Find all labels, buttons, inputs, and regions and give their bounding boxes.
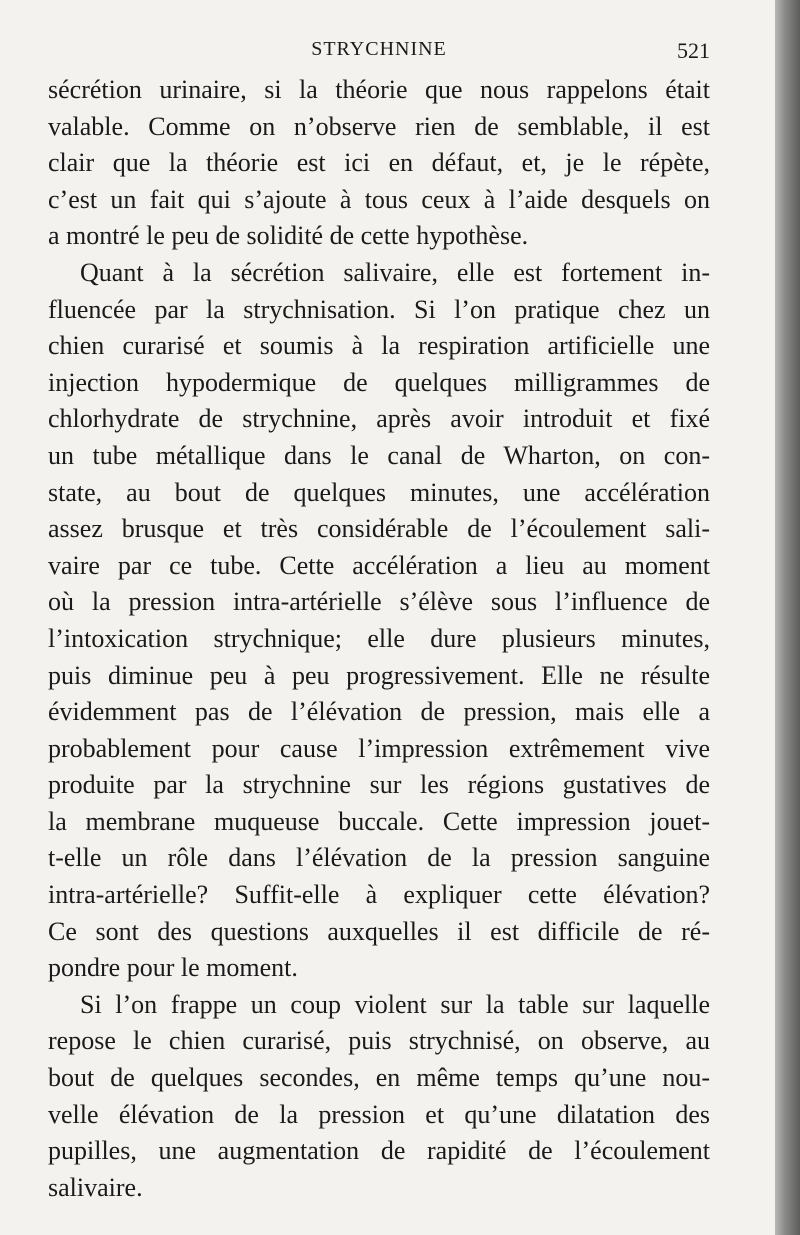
text-line: salivaire. [48,1172,143,1202]
text-line: clair que la théorie est ici en défaut, et, je le répète, [48,148,710,178]
text-line: chlorhydrate de strychnine, après avoir introduit et fixé [48,404,710,434]
paragraph-2 [48,255,710,987]
paragraph-1 [48,72,710,255]
text-line: pupilles, une augmentation de rapidité de l’écoulement [48,1136,710,1166]
text-line: la membrane muqueuse buccale. Cette impression jouet- [48,806,710,836]
text-line: velle élévation de la pression et qu’une dilatation des [48,1099,710,1129]
text-line: c’est un fait qui s’ajoute à tous ceux à l’aide desquels on [48,184,710,214]
text-line: state, au bout de quelques minutes, une accélération [48,477,710,507]
text-line: évidemment pas de l’élévation de pression, mais elle a [48,697,710,727]
text-line: probablement pour cause l’impression extrêmement vive [48,733,710,763]
text-line: Si l’on frappe un coup violent sur la table sur laquelle [80,989,710,1019]
text-line: fluencée par la strychnisation. Si l’on pratique chez un [48,294,710,324]
text-line: un tube métallique dans le canal de Wharton, on con- [48,440,710,470]
page-header [48,38,710,64]
text-line: où la pression intra-artérielle s’élève sous l’influence de [48,587,710,617]
text-line: pondre pour le moment. [48,953,298,983]
text-line: puis diminue peu à peu progressivement. Elle ne résulte [48,660,710,690]
text-line: produite par la strychnine sur les régions gustatives de [48,770,710,800]
text-line: vaire par ce tube. Cette accélération a lieu au moment [48,550,710,580]
text-line: Ce sont des questions auxquelles il est difficile de ré- [48,916,710,946]
text-line: repose le chien curarisé, puis strychnisé, on observe, au [48,1026,710,1056]
text-line: assez brusque et très considérable de l’écoulement sali- [48,514,710,544]
text-line: bout de quelques secondes, en même temps qu’une nou- [48,1063,710,1093]
text-line: t-elle un rôle dans l’élévation de la pression sanguine [48,843,710,873]
text-line: injection hypodermique de quelques milligrammes de [48,367,710,397]
text-line: l’intoxication strychnique; elle dure plusieurs minutes, [48,623,710,653]
text-line: a montré le peu de solidité de cette hypothèse. [48,221,529,251]
text-line: Quant à la sécrétion salivaire, elle est fortement in- [80,257,710,287]
paragraph-3 [48,987,710,1207]
running-title: STRYCHNINE [311,38,447,60]
text-line: intra-artérielle? Suffit-elle à expliquer cette élévation? [48,880,710,910]
text-line: chien curarisé et soumis à la respiration artificielle une [48,331,710,361]
text-line: sécrétion urinaire, si la théorie que nous rappelons était [48,75,710,104]
text-line: valable. Comme on n’observe rien de semblable, il est [48,111,710,141]
page-edge [775,0,800,1235]
page-number: 521 [677,38,710,63]
body-text [48,72,710,1206]
